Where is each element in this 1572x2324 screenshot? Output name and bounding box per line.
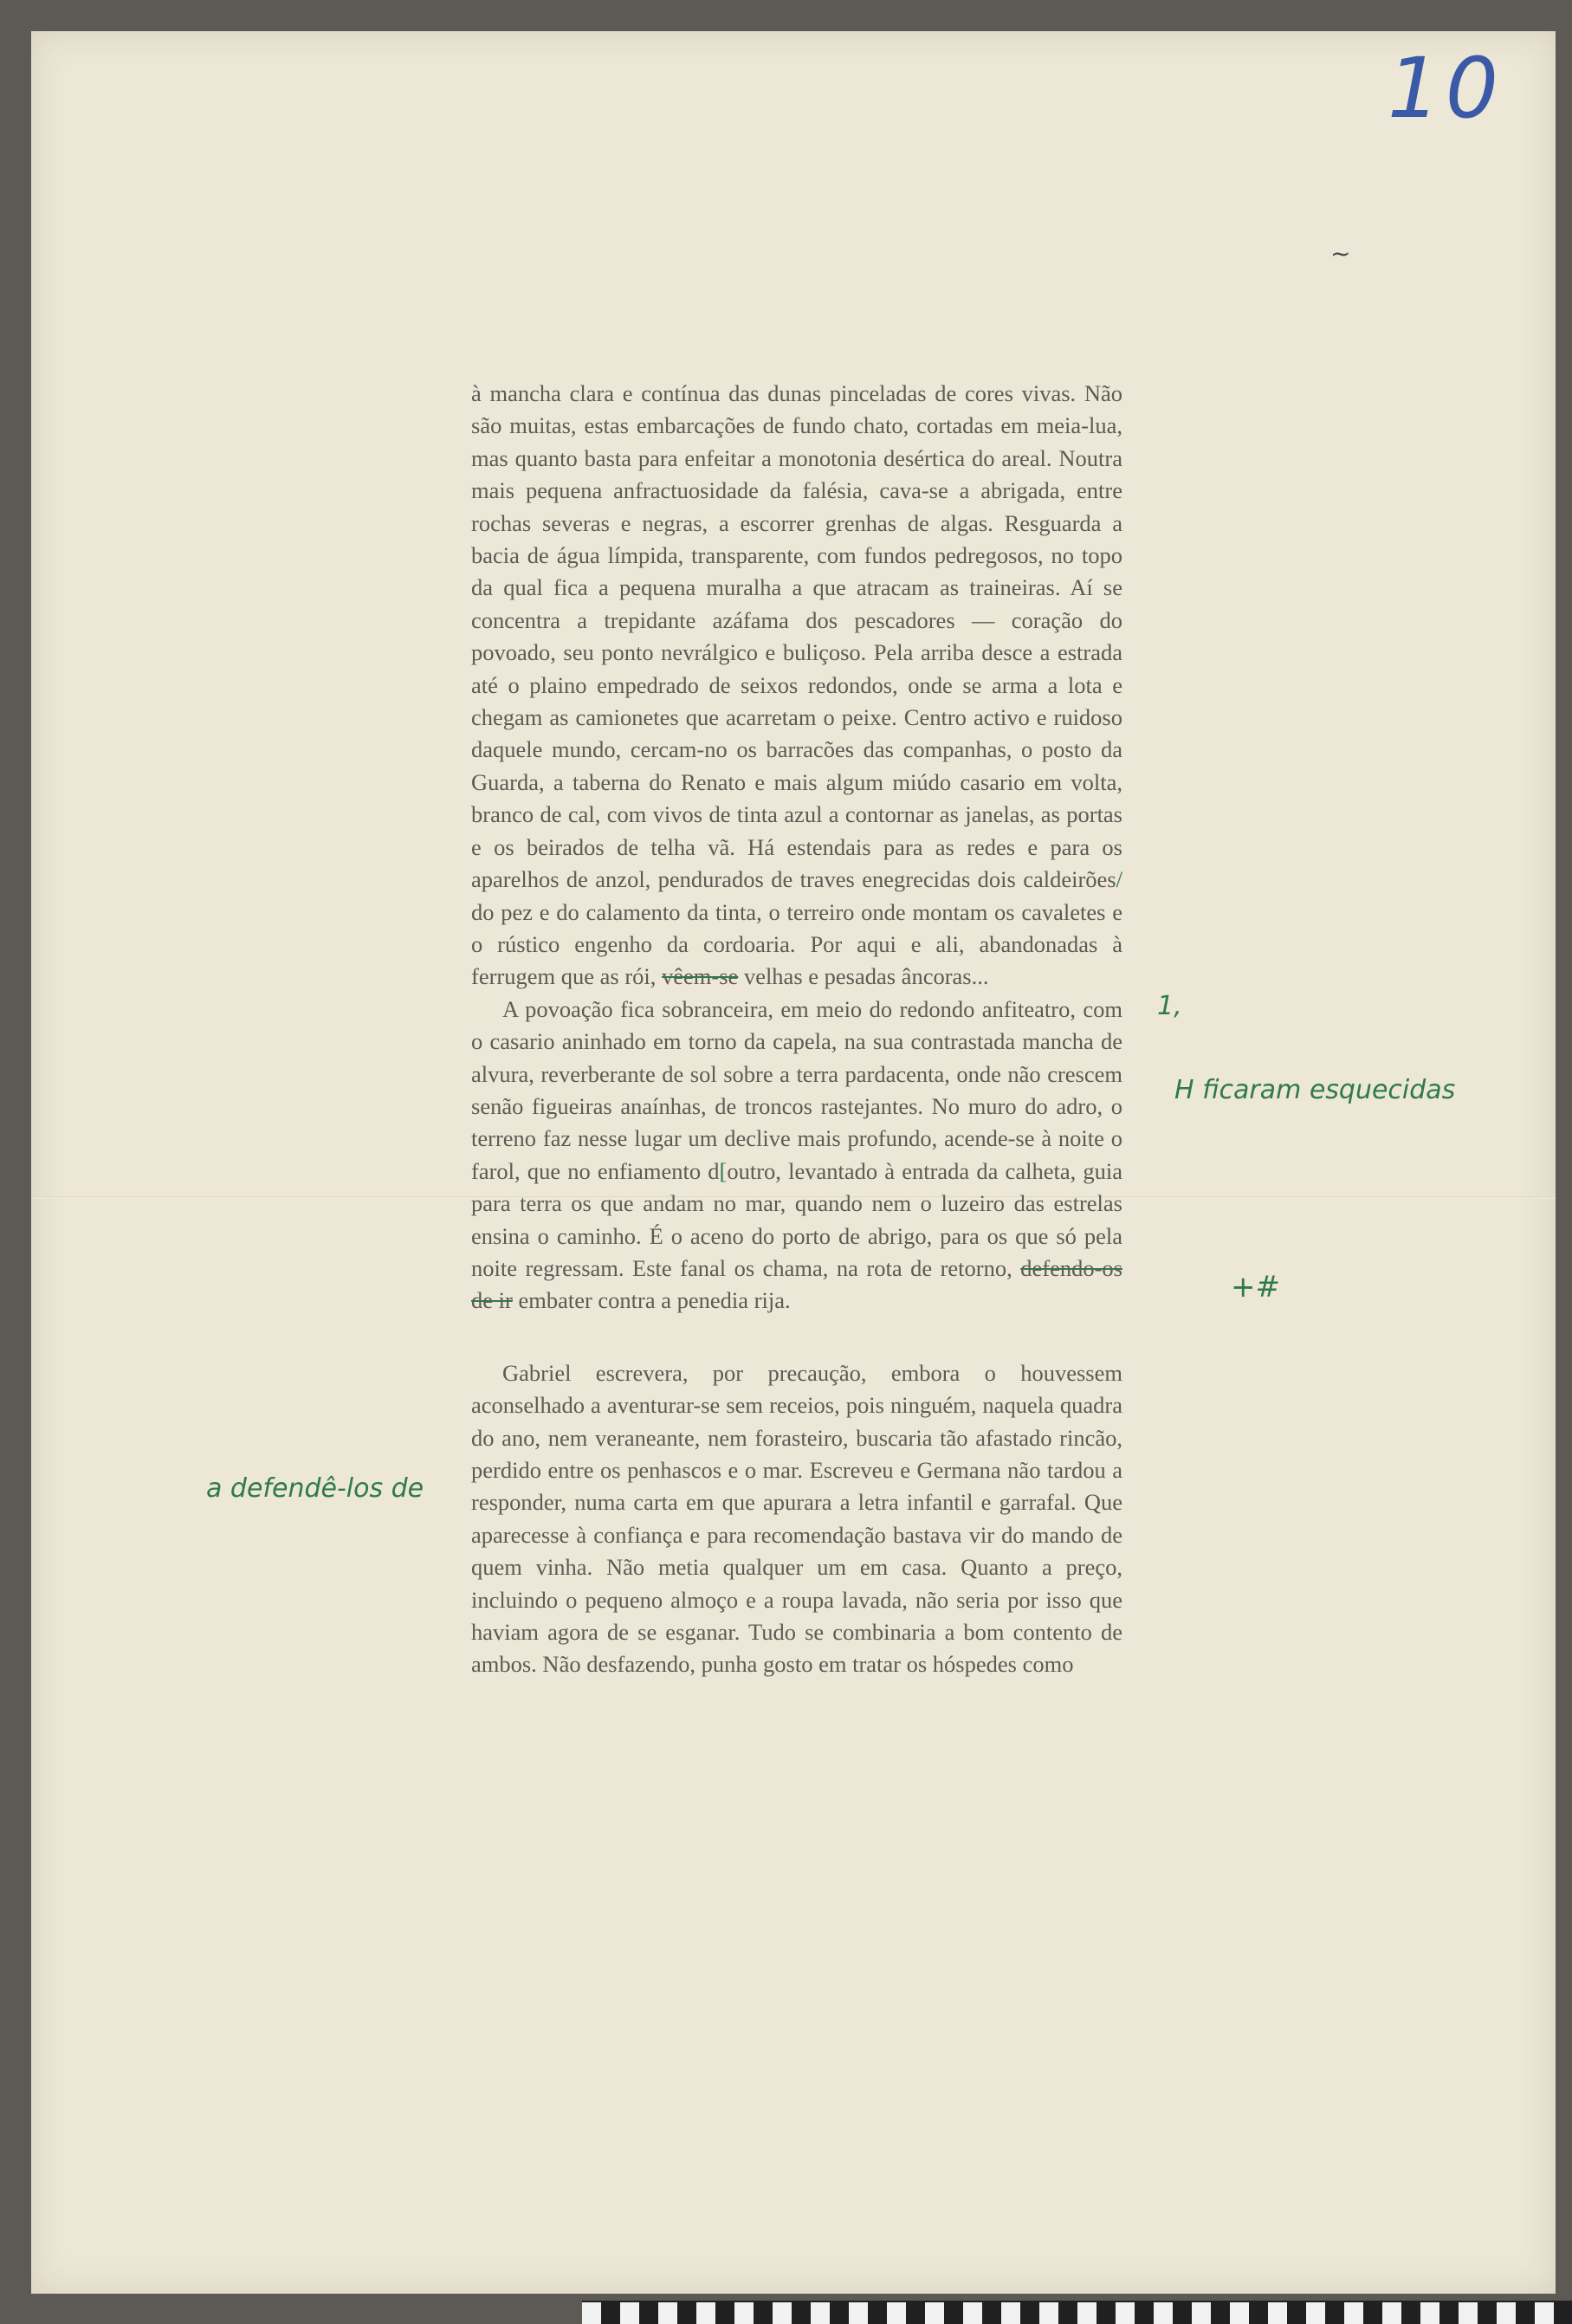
page-number: 10	[1387, 40, 1504, 137]
paragraph-3: Gabriel escrevera, por precaução, embora o houvessem aconselhado a aventurar-se sem receios, pois ninguém, naquela quadra do ano, nem veraneante, nem forasteiro, buscaria tão afastado rincão, perdido entre os penhascos e o mar. Escreveu e Germana não tardou a responder, numa carta em que apurara a letra infantil e garrafal. Que aparecesse à confiança e para recomendação bastava vir do mando de quem vinha. Não metia qualquer um em casa. Quanto a preço, incluindo o pequeno almoço e a roupa lavada, não seria por isso que haviam agora de se esganar. Tudo se combinaria a bom contento de ambos. Não desfazendo, punha gosto em tratar os hóspedes como	[471, 1359, 1122, 1678]
manuscript-page	[31, 31, 1556, 2294]
typed-text	[471, 378, 1122, 1681]
margin-note-3: +#	[1231, 1270, 1280, 1304]
struck-word-1: vêem-se	[662, 963, 739, 990]
paragraph-2	[471, 994, 1122, 1317]
margin-note-4: a defendê-los de	[206, 1473, 424, 1504]
insert-mark-2: [	[719, 1157, 728, 1184]
paragraph-1-end: velhas e pesadas âncoras...	[738, 963, 989, 990]
margin-note-1: 1,	[1157, 991, 1182, 1021]
paragraph-2-continuation: outro, levantado à entrada da calheta, guia para terra os que andam no mar, quando nem o luzeiro das estrelas ensina o caminho. É o aceno do porto de abrigo, para os que só pela noite regressam. Este fanal os chama, na rota de retorno,	[471, 1157, 1122, 1281]
paragraph-2-text: A povoação fica sobranceira, em meio do redondo anfiteatro, com o casario aninhado em torno da capela, na sua contrastada mancha de alvura, reverberante de sol sobre a terra pardacenta, onde não crescem senão figueiras anaínhas, de troncos rastejantes. No muro do adro, o terreno faz nesse lugar um declive mais profundo, acende-se à noite o farol, que no enfiamento d	[471, 995, 1122, 1184]
paragraph-1-continuation: do pez e do calamento da tinta, o terreiro onde montam os cavaletes e o rústico engenho da cordoaria. Por aqui e ali, abandonadas à ferrugem que as rói,	[471, 898, 1122, 990]
paragraph-1	[471, 378, 1122, 994]
struck-phrase-2: defendo-os de ir	[471, 1254, 1122, 1314]
insert-mark-1: /	[1116, 866, 1122, 893]
color-scale-bar	[582, 2301, 1572, 2324]
paragraph-2-end: embater contra a penedia rija.	[512, 1287, 791, 1314]
corner-mark: ~	[1330, 239, 1351, 268]
margin-note-2: H ficaram esquecidas	[1174, 1075, 1456, 1105]
paragraph-1-text: à mancha clara e contínua das dunas pinceladas de cores vivas. Não são muitas, estas embarcações de fundo chato, cortadas em meia-lua, mas quanto basta para enfeitar a monotonia desértica do areal. Noutra mais pequena anfractuosidade da falésia, cava-se a abrigada, entre rochas severas e negras, a escorrer grenhas de algas. Resguarda a bacia de água límpida, transparente, com fundos pedregosos, no topo da qual fica a pequena muralha a que atracam as traineiras. Aí se concentra a trepidante azáfama dos pescadores — coração do povoado, seu ponto nevrálgico e buliçoso. Pela arriba desce a estrada até o plaino empedrado de seixos redondos, onde se arma a lota e chegam as camionetes que acarretam o peixe. Centro activo e ruidoso daquele mundo, cercam-no os barracões das companhas, o posto da Guarda, a taberna do Renato e mais algum miúdo casario em volta, branco de cal, com vivos de tinta azul a contornar as janelas, as portas e os beirados de telha vã. Há estendais para as redes e para os aparelhos de anzol, pendurados de traves enegrecidas dois caldeirões	[471, 380, 1122, 893]
